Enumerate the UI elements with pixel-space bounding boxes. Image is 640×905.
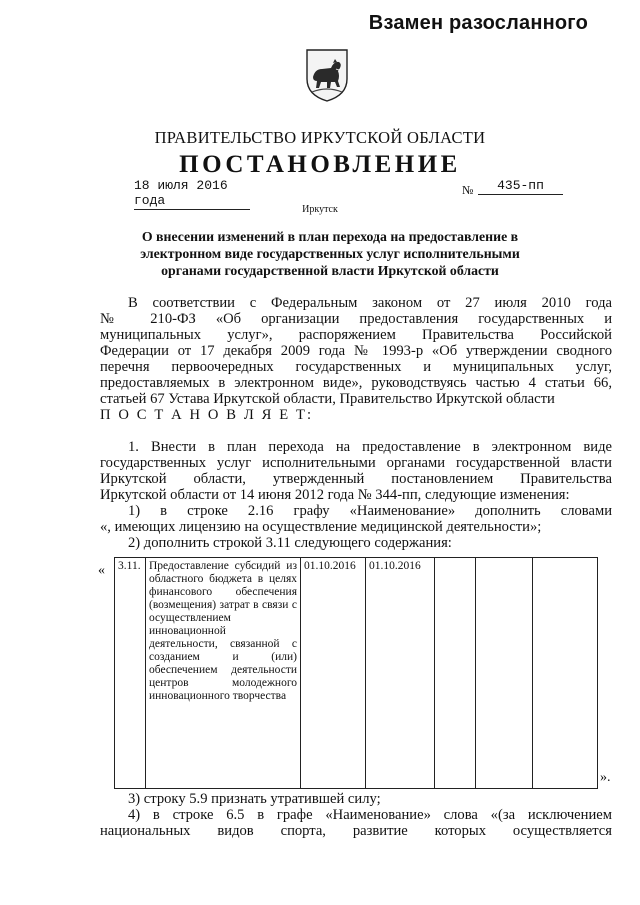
text-line: статьей 67 Устава Иркутской области, Правительство Иркутской области <box>100 391 555 407</box>
table-open-quote: « <box>98 563 105 578</box>
document-type: ПОСТАНОВЛЕНИЕ <box>179 151 461 178</box>
text-line: государственных услуг исполнительными органами государственной власти <box>100 455 612 471</box>
text-line: 1) в строке 2.16 графу «Наименование» дополнить словами <box>128 503 612 519</box>
row-cell-7 <box>533 558 598 789</box>
table-row <box>115 558 598 789</box>
row-date-1: 01.10.2016 <box>301 558 366 789</box>
amendment-table <box>114 557 598 789</box>
document-date: 18 июля 2016 года <box>134 178 250 210</box>
items-3-4 <box>100 791 612 839</box>
text-line: 2) дополнить строкой 3.11 следующего содержания: <box>128 535 452 551</box>
text-line: предоставляемых в электронном виде», руководствуясь частью 4 статьи 66, <box>100 375 612 391</box>
document-number: 435-пп <box>478 178 563 195</box>
text-line: 1. Внести в план перехода на предоставление в электронном виде <box>128 439 612 455</box>
text-line: № 210-ФЗ «Об организации предоставления государственных и <box>100 311 612 327</box>
text-line: В соответствии с Федеральным законом от 27 июля 2010 года <box>128 295 612 311</box>
text-line: перечня первоочередных государственных и муниципальных услуг, <box>100 359 612 375</box>
text-line: Иркутской области от 14 июня 2012 года № 344-пп, следующие изменения: <box>100 487 570 503</box>
table-close-quote: ». <box>600 770 611 785</box>
text-line: 4) в строке 6.5 в графе «Наименование» слова «(за исключением <box>128 807 612 823</box>
text-line: Иркутской области, утвержденный постановлением Правительства <box>100 471 612 487</box>
postanovlyaet: П О С Т А Н О В Л Я Е Т: <box>100 407 314 423</box>
row-cell-6 <box>476 558 533 789</box>
text-line: 3) строку 5.9 признать утратившей силу; <box>128 791 381 807</box>
row-date-2: 01.10.2016 <box>366 558 435 789</box>
text-line: «, имеющих лицензию на осуществление медицинской деятельности»; <box>100 519 542 535</box>
government-name: ПРАВИТЕЛЬСТВО ИРКУТСКОЙ ОБЛАСТИ <box>154 128 486 147</box>
text-line: муниципальных услуг», распоряжением Правительства Российской <box>100 327 612 343</box>
row-name: Предоставление субсидий из областного бюджета в целях финансового обеспечения (возмещения) затрат в связи с осуществлением инновационной деятельности, связанной с созданием и (или) обеспечением деятельности центров молодежного инновационного творчества <box>146 558 301 789</box>
text-line: национальных видов спорта, развитие которых осуществляется <box>100 823 612 839</box>
irkutsk-coat-of-arms-icon <box>304 47 350 103</box>
preamble <box>100 295 612 423</box>
item-1 <box>100 439 612 551</box>
text-line: Федерации от 17 декабря 2009 года № 1993-р «Об утверждении сводного <box>100 343 612 359</box>
row-number: 3.11. <box>115 558 146 789</box>
resend-stamp: Взамен разосланного <box>368 12 588 34</box>
number-label: № <box>462 183 474 197</box>
city-name: Иркутск <box>302 204 338 215</box>
document-title: О внесении изменений в план перехода на предоставление в электронном виде государственных услуг исполнительными органами государственной власти Иркутской области <box>140 229 520 278</box>
row-cell-5 <box>435 558 476 789</box>
